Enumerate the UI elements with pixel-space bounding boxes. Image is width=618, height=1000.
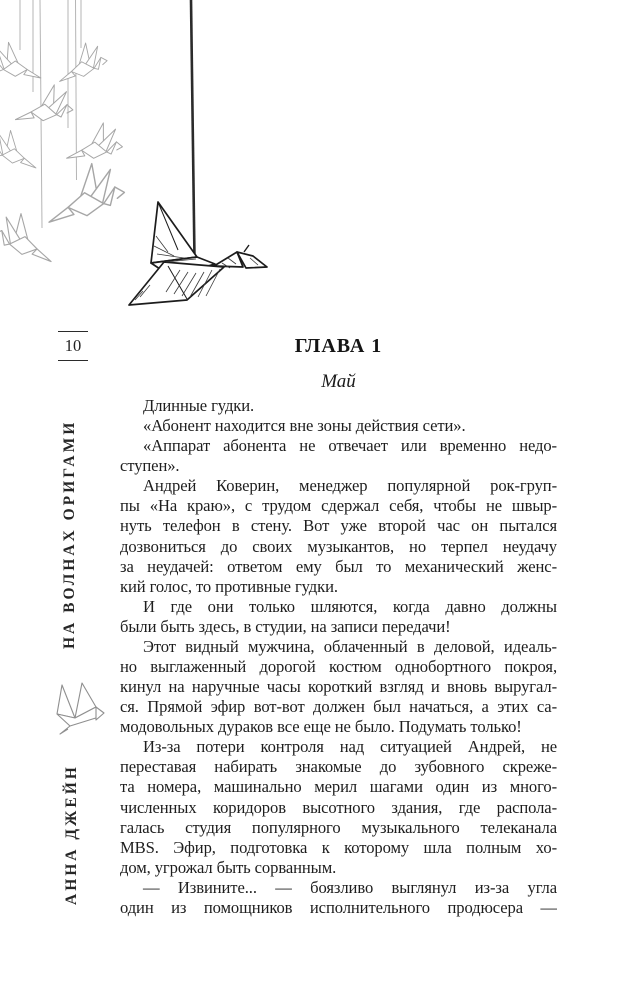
body-line: ся. Прямой эфир вот-вот должен был начаться, а этих са- xyxy=(120,697,557,717)
crane-strings xyxy=(20,0,81,228)
body-line: дозвониться до своих музыкантов, но терпел неудачу xyxy=(120,536,557,556)
chapter-title: ГЛАВА 1 xyxy=(294,335,383,357)
small-crane-icons xyxy=(0,40,127,261)
body-line: MBS. Эфир, подготовка к которому шла полным хо- xyxy=(120,837,557,857)
sidebar-author: АННА ДЖЕЙН xyxy=(63,764,80,905)
body-text xyxy=(120,396,557,918)
body-line: кинул на наручные часы короткий взгляд и вновь выругал- xyxy=(120,677,557,697)
body-line: ступен». xyxy=(120,456,180,476)
sidebar-book-title: НА ВОЛНАХ ОРИГАМИ xyxy=(61,419,78,649)
body-line: переставая набирать знакомые до зубовного скреже- xyxy=(120,757,557,777)
body-line: та номера, машинально мерил шагами один из много- xyxy=(120,777,557,797)
body-line: кий голос, то противные гудки. xyxy=(120,576,338,596)
body-line: нуть телефон в стену. Вот уже второй час он пытался xyxy=(120,516,557,536)
body-line: галась студия популярного музыкального телеканала xyxy=(120,817,557,837)
body-line: за неудачей: ответом ему был то механический женс- xyxy=(120,556,557,576)
body-line: численных коридоров высотного здания, где распола- xyxy=(120,797,557,817)
origami-crane-illustration xyxy=(129,202,267,305)
body-line: «Абонент находится вне зоны действия сети». xyxy=(143,416,466,436)
page-number: 10 xyxy=(58,331,88,361)
body-line: один из помощников исполнительного продюсера — xyxy=(120,897,557,917)
crane-string xyxy=(191,0,195,259)
body-line: Длинные гудки. xyxy=(143,396,255,415)
body-line: но выглаженный дорогой костюм однобортного покроя, xyxy=(120,657,557,677)
body-line: дом, угрожал быть сорванным. xyxy=(120,857,337,877)
body-line: модовольных дураков все еще не было. Подумать только! xyxy=(120,717,522,737)
body-line: Из-за потери контроля над ситуацией Андрей, не xyxy=(143,737,557,757)
body-line: были быть здесь, в студии, на записи передачи! xyxy=(120,616,451,636)
body-line: Этот видный мужчина, облаченный в деловой, идеаль- xyxy=(143,636,557,656)
body-line: пы «На краю», с трудом сдержал себя, чтобы не швыр- xyxy=(120,496,557,516)
body-line: «Аппарат абонента не отвечает или временно недо- xyxy=(143,436,557,456)
origami-bird-icon xyxy=(57,683,104,734)
section-subtitle: Май xyxy=(321,371,356,392)
body-line: Андрей Коверин, менеджер популярной рок-груп- xyxy=(143,476,557,496)
body-line: — Извините... — боязливо выглянул из-за угла xyxy=(143,877,557,897)
body-line: И где они только шляются, когда давно должны xyxy=(143,596,557,616)
